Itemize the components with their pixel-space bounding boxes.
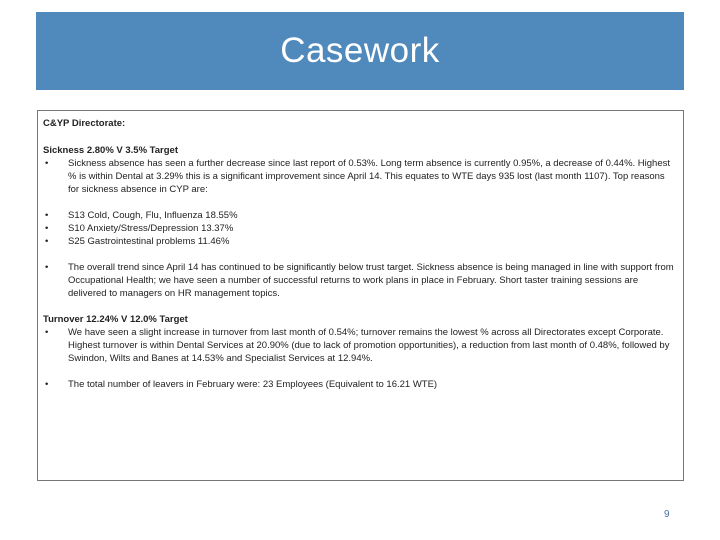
sickness-heading: Sickness 2.80% V 3.5% Target bbox=[43, 145, 179, 156]
list-item bbox=[43, 209, 675, 222]
list-item bbox=[43, 222, 675, 235]
bullet-icon: • bbox=[45, 236, 49, 247]
directorate-heading: C&YP Directorate: bbox=[43, 118, 126, 129]
sickness-reasons-list bbox=[43, 209, 675, 248]
bullet-icon: • bbox=[45, 223, 49, 234]
slide-title: Casework bbox=[280, 31, 440, 70]
turnover-leavers-list bbox=[43, 378, 675, 391]
title-bar bbox=[36, 12, 684, 90]
sickness-trend-list bbox=[43, 261, 675, 300]
list-item bbox=[43, 235, 675, 248]
turnover-summary-text: We have seen a slight increase in turnover from last month of 0.54%; turnover remains the lowest % across all Directorates except Corporate. Highest turnover is within Dental Services at 20.90% (due to lack of promotion opportunities), a reduction from last month of 0.48%, followed by Swindon, Wilts and Banes at 14.53% and Specialist Services at 12.94%. bbox=[68, 327, 670, 364]
bullet-icon: • bbox=[45, 379, 49, 390]
bullet-icon: • bbox=[45, 262, 49, 273]
bullet-icon: • bbox=[45, 210, 49, 221]
list-item bbox=[43, 378, 675, 391]
reason-text: S25 Gastrointestinal problems 11.46% bbox=[68, 236, 230, 247]
leavers-text: The total number of leavers in February were: 23 Employees (Equivalent to 16.21 WTE) bbox=[68, 379, 438, 390]
bullet-icon: • bbox=[45, 158, 49, 169]
list-item bbox=[43, 157, 675, 196]
list-item bbox=[43, 326, 675, 365]
reason-text: S10 Anxiety/Stress/Depression 13.37% bbox=[68, 223, 234, 234]
list-item bbox=[43, 261, 675, 300]
sickness-trend-text: The overall trend since April 14 has continued to be significantly below trust target. Sickness absence is being managed in line with support from Occupational Health; we have seen a number of successful returns to work plans in place in February. Short taster training sessions are delivered to managers on HR management topics. bbox=[68, 262, 674, 299]
page-number: 9 bbox=[664, 509, 670, 520]
sickness-summary-list bbox=[43, 157, 675, 196]
sickness-summary-text: Sickness absence has seen a further decrease since last report of 0.53%. Long term absence is currently 0.95%, a decrease of 0.44%. Highest % is within Dental at 3.29% this is a significant improvement since April 14. This equates to WTE days 935 lost (last month 1107). Top reasons for sickness absence in CYP are: bbox=[68, 158, 671, 195]
content-box bbox=[37, 110, 684, 481]
turnover-summary-list bbox=[43, 326, 675, 365]
turnover-heading: Turnover 12.24% V 12.0% Target bbox=[43, 314, 188, 325]
bullet-icon: • bbox=[45, 327, 49, 338]
reason-text: S13 Cold, Cough, Flu, Influenza 18.55% bbox=[68, 210, 238, 221]
